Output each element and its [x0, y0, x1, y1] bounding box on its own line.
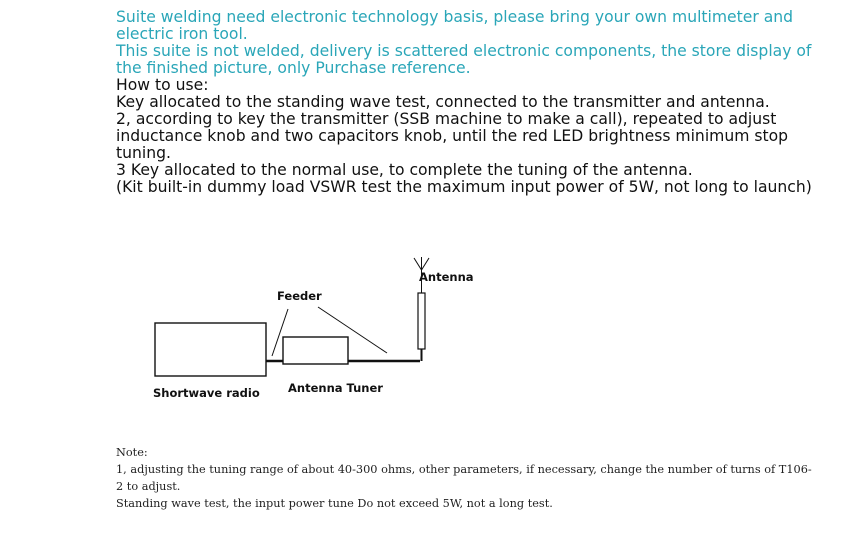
note-section	[116, 444, 816, 512]
feeder-pointer-right	[318, 307, 387, 353]
antenna-mast	[418, 293, 425, 349]
antenna-tuner-label: Antenna Tuner	[288, 381, 383, 395]
step-2: 2, according to key the transmitter (SSB machine to make a call), repeated to adjust inductance knob and two capacitors knob, until the red LED brightness minimum stop tuning.	[116, 110, 789, 162]
note-title: Note:	[116, 446, 148, 459]
note-line-2: Standing wave test, the input power tune Do not exceed 5W, not a long test.	[116, 497, 553, 510]
how-to-use-heading: How to use:	[116, 76, 209, 94]
step-1: Key allocated to the standing wave test, connected to the transmitter and antenna.	[116, 93, 770, 111]
teal-line-1: Suite welding need electronic technology basis, please bring your own multimeter and electric iron tool.	[116, 8, 794, 43]
antenna-tuner-box	[283, 337, 348, 364]
step-3: 3 Key allocated to the normal use, to complete the tuning of the antenna.	[116, 161, 693, 179]
antenna-arm-left	[414, 258, 422, 270]
shortwave-radio-label: Shortwave radio	[153, 386, 260, 400]
step-3-note: (Kit built-in dummy load VSWR test the maximum input power of 5W, not long to launch)	[116, 178, 812, 196]
antenna-arm-right	[422, 258, 430, 270]
shortwave-radio-box	[155, 323, 266, 376]
note-line-1: 1, adjusting the tuning range of about 40-300 ohms, other parameters, if necessary, change the number of turns of T106-2 to adjust.	[116, 463, 812, 493]
antenna-label: Antenna	[419, 270, 474, 284]
feeder-label: Feeder	[277, 289, 322, 303]
feeder-pointer-left	[272, 309, 288, 356]
teal-line-2: This suite is not welded, delivery is scattered electronic components, the store display of the finished picture, only Purchase reference.	[116, 42, 812, 77]
